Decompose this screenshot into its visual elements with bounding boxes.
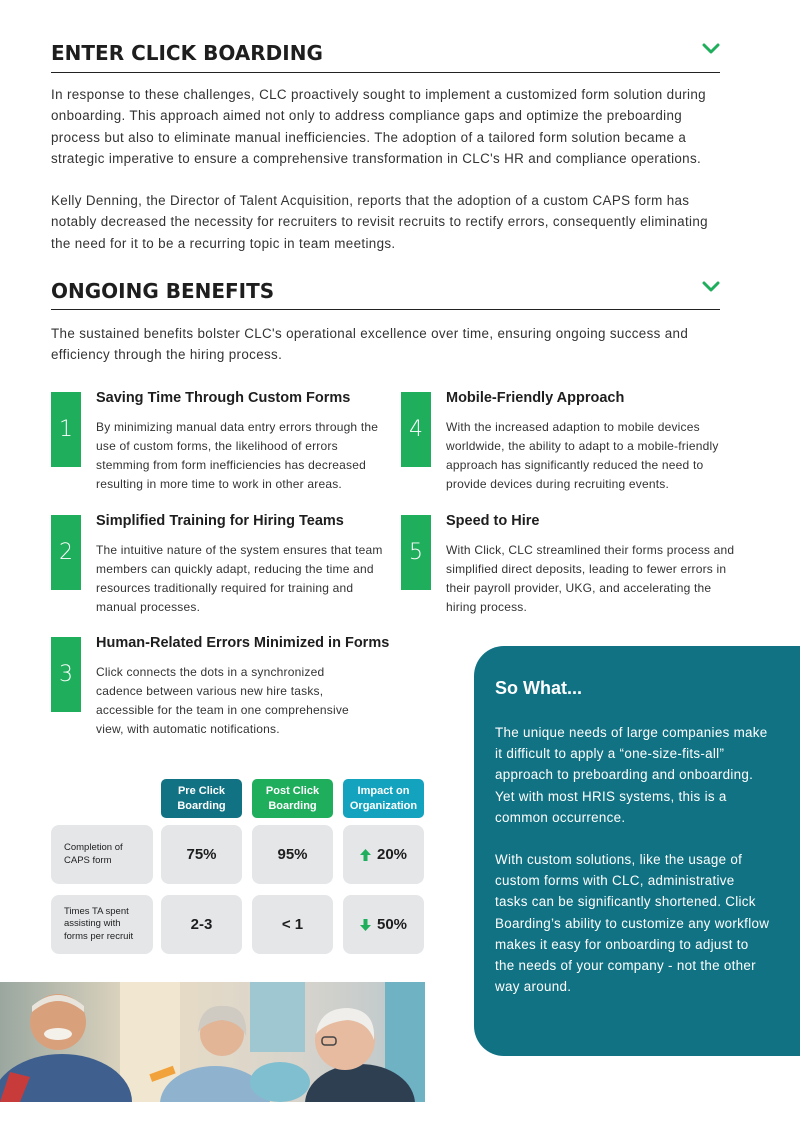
benefit-text: By minimizing manual data entry errors through the use of custom forms, the likelihood of errors stemming from form inefficiencies has decreased resulting in more time to work in other areas. <box>96 420 379 491</box>
ongoing-paragraph: The sustained benefits bolster CLC's operational excellence over time, ensuring ongoing success and efficiency through the hiring process. <box>51 326 689 363</box>
arrow-up-icon <box>360 849 371 861</box>
impact-value: 20% <box>376 846 408 863</box>
section-title: ENTER CLICK BOARDING <box>51 41 323 65</box>
benefit-number: 5 <box>401 515 431 590</box>
enter-paragraph-1: In response to these challenges, CLC proactively sought to implement a customized form solution during onboarding. This approach aimed not only to address compliance gaps and optimize the preboarding process but also to eliminate manual inefficiencies. The adoption of a tailored form solution became a strategic imperative to ensure a comprehensive transformation in CLC's HR and compliance operations. <box>51 87 706 166</box>
benefit-text: With Click, CLC streamlined their forms process and simplified direct deposits, leading to fewer errors in their payroll provider, UKG, and accelerating the hiring process. <box>446 543 735 614</box>
seniors-photo <box>0 982 425 1102</box>
benefit-title: Speed to Hire <box>446 513 540 529</box>
table-header-pre: Pre Click Boarding <box>161 779 242 818</box>
table-row-label <box>51 895 153 954</box>
benefit-text: Click connects the dots in a synchronized cadence between various new hire tasks, accessible for the team in one comprehensive view, with automatic notifications. <box>96 665 349 736</box>
so-what-paragraph-1: The unique needs of large companies make it difficult to apply a “one-size-fits-all” approach to preboarding and onboarding. Yet with most HRIS systems, this is a common occurrence. <box>495 725 768 825</box>
benefit-text: With the increased adaption to mobile devices worldwide, the ability to adapt to a mobile-friendly approach has significantly reduced the need to provide devices during recruiting events. <box>446 420 719 491</box>
table-header-post: Post Click Boarding <box>252 779 333 818</box>
enter-click-boarding-header[interactable] <box>51 40 720 73</box>
so-what-title: So What... <box>495 678 582 698</box>
chevron-down-icon[interactable] <box>702 280 720 294</box>
benefit-title: Mobile-Friendly Approach <box>446 390 625 406</box>
so-what-text <box>495 722 770 997</box>
row-label-text: Times TA spent assisting with forms per recruit <box>64 905 134 942</box>
photo-illustration <box>0 982 425 1102</box>
benefit-title: Saving Time Through Custom Forms <box>96 390 351 406</box>
enter-paragraph-2: Kelly Denning, the Director of Talent Acquisition, reports that the adoption of a custom CAPS form has notably decreased the necessity for recruiters to revisit recruits to rectify errors, consequently eliminating the need for it to be a recurring topic in team meetings. <box>51 193 708 251</box>
row-label-text: Completion of CAPS form <box>64 842 123 866</box>
ongoing-benefits-header[interactable] <box>51 278 720 310</box>
table-cell-post: 95% <box>252 825 333 884</box>
table-cell-pre: 2-3 <box>161 895 242 954</box>
section-title: ONGOING BENEFITS <box>51 279 275 303</box>
benefit-text: The intuitive nature of the system ensures that team members can quickly adapt, reducing the time and resources traditionally required for training and manual processes. <box>96 543 383 614</box>
benefit-number: 2 <box>51 515 81 590</box>
table-row-label <box>51 825 153 884</box>
table-header-impact: Impact on Organization <box>343 779 424 818</box>
benefit-title: Simplified Training for Hiring Teams <box>96 513 344 529</box>
table-cell-impact <box>343 895 424 954</box>
benefit-number: 4 <box>401 392 431 467</box>
so-what-panel <box>474 646 800 1056</box>
table-cell-pre: 75% <box>161 825 242 884</box>
benefit-number: 1 <box>51 392 81 467</box>
impact-value: 50% <box>376 916 408 933</box>
table-cell-post: < 1 <box>252 895 333 954</box>
chevron-down-icon[interactable] <box>702 42 720 56</box>
table-cell-impact <box>343 825 424 884</box>
arrow-down-icon <box>360 919 371 931</box>
benefit-title: Human-Related Errors Minimized in Forms <box>96 635 390 651</box>
benefit-number: 3 <box>51 637 81 712</box>
so-what-paragraph-2: With custom solutions, like the usage of custom forms with CLC, administrative tasks can be significantly shortened. Click Boarding’s ability to customize any workflow makes it easy for onboarding to adjust to the needs of your company - not the other way around. <box>495 852 770 995</box>
